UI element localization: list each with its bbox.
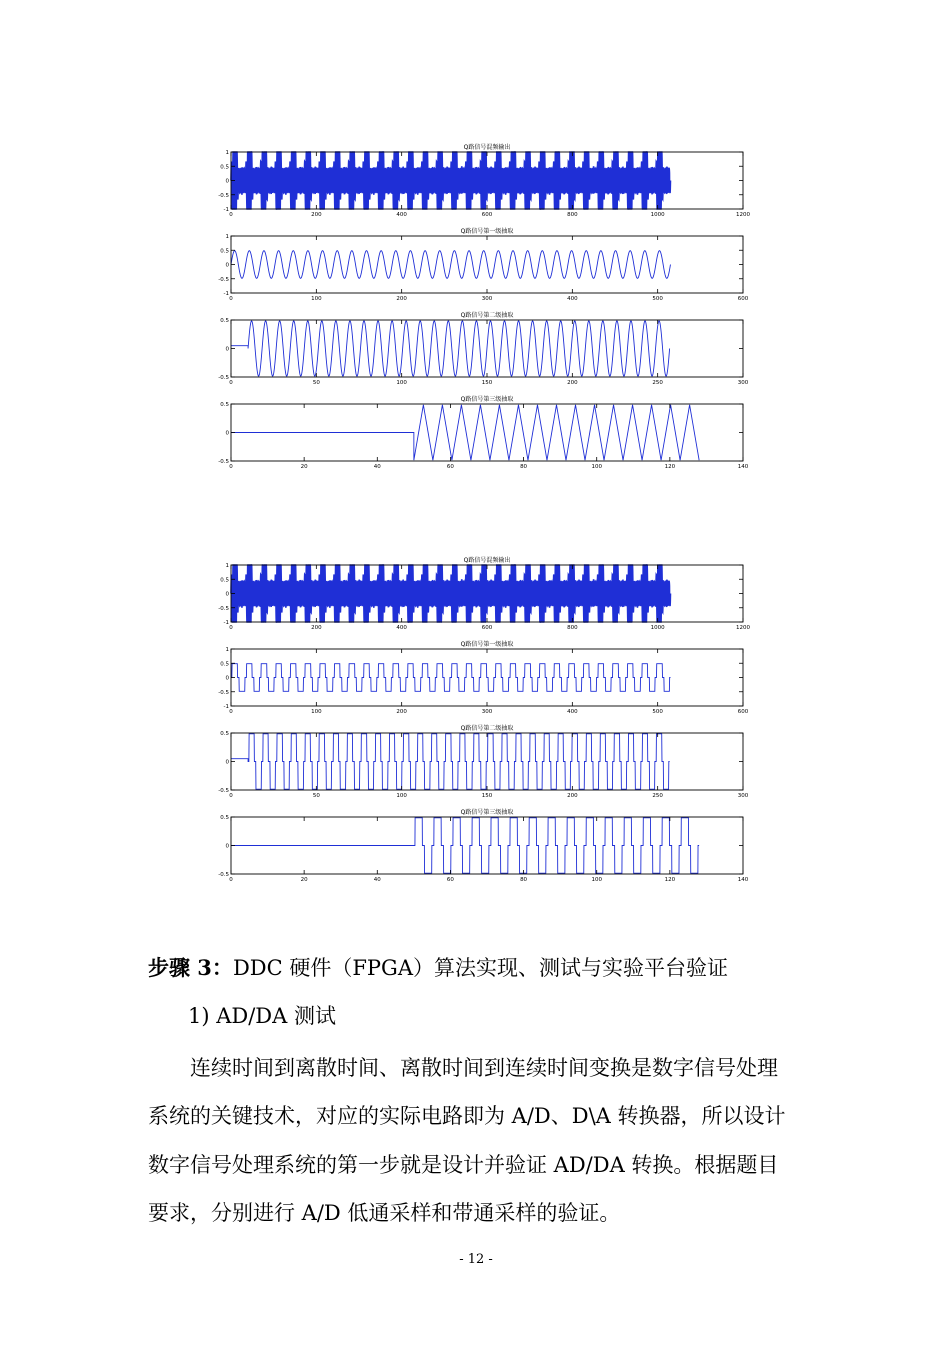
y-tick-label: 0 [225,430,229,437]
y-tick-label: 0.5 [220,402,229,408]
x-tick-label: 200 [567,793,578,799]
y-tick-label: 0 [225,675,229,682]
y-tick-label: -1 [223,620,229,626]
x-tick-label: 200 [396,709,407,715]
x-tick-label: 40 [373,464,381,470]
x-tick-label: 100 [591,464,602,470]
subplot-title: Q路信号混频输出 [463,557,511,564]
subplot-title: Q路信号第二级抽取 [460,312,514,319]
subplot-3 [218,311,748,386]
y-tick-label: 0.5 [220,731,229,737]
y-tick-label: 1 [225,150,229,156]
subplot-title: Q路信号第二级抽取 [460,725,514,732]
subplot-title: Q路信号第一级抽取 [460,641,514,648]
signal-line [231,734,670,789]
step-heading-bold: 步骤 3： [148,955,233,980]
y-tick-label: 0.5 [220,248,229,255]
y-tick-label: 0 [225,178,229,185]
x-tick-label: 300 [737,380,749,386]
y-tick-label: -0.5 [218,788,229,794]
subplot-title: Q路信号混频输出 [463,144,511,151]
x-tick-label: 150 [481,793,493,799]
y-tick-label: 0.5 [220,577,229,584]
y-tick-label: -0.5 [218,192,229,199]
x-tick-label: 400 [567,709,578,715]
subplot-2 [218,227,748,302]
x-tick-label: 800 [567,212,578,218]
figure-1 [195,140,775,485]
x-tick-label: 200 [311,625,322,631]
x-tick-label: 150 [481,380,493,386]
x-tick-label: 0 [229,625,233,631]
x-tick-label: 100 [396,380,407,386]
sub-heading: 1) AD/DA 测试 [188,1004,336,1028]
figure-1-svg [195,140,775,485]
signal-line [231,818,699,873]
x-tick-label: 400 [567,296,578,302]
subplot-2 [218,640,748,715]
y-tick-label: -0.5 [218,459,229,465]
x-tick-label: 200 [396,296,407,302]
x-tick-label: 1000 [650,625,665,631]
subplot-3 [218,724,748,799]
figure-2 [195,553,775,898]
y-tick-label: 0 [225,759,229,766]
y-tick-label: 0.5 [220,661,229,668]
x-tick-label: 80 [520,464,528,470]
x-tick-label: 40 [373,877,381,883]
x-tick-label: 50 [312,380,320,386]
x-tick-label: 300 [737,793,749,799]
x-tick-label: 300 [481,296,493,302]
y-tick-label: 0.5 [220,815,229,821]
x-tick-label: 100 [396,793,407,799]
subplot-title: Q路信号第三级抽取 [460,396,514,403]
x-tick-label: 120 [664,877,676,883]
x-tick-label: 100 [591,877,602,883]
y-tick-label: 0 [225,262,229,269]
y-tick-label: 0 [225,591,229,598]
x-tick-label: 80 [520,877,528,883]
step-heading [148,955,828,981]
subplot-title: Q路信号第三级抽取 [460,809,514,816]
x-tick-label: 800 [567,625,578,631]
x-tick-label: 0 [229,212,233,218]
subplot-4 [218,808,748,883]
signal-line [231,251,670,279]
paragraph-line: 连续时间到离散时间、离散时间到连续时间变换是数字信号处理 [190,1056,778,1080]
x-tick-label: 60 [446,877,454,883]
y-tick-label: 0.5 [220,164,229,171]
x-tick-label: 140 [737,877,749,883]
x-tick-label: 600 [481,212,493,218]
subplot-title: Q路信号第一级抽取 [460,228,514,235]
y-tick-label: -0.5 [218,276,229,283]
x-tick-label: 1000 [650,212,665,218]
y-tick-label: -1 [223,291,229,297]
x-tick-label: 250 [652,793,663,799]
signal-line [231,565,670,622]
y-tick-label: -0.5 [218,605,229,612]
x-tick-label: 0 [229,296,233,302]
y-tick-label: -1 [223,704,229,710]
signal-line [231,321,670,376]
signal-line [231,152,670,209]
x-tick-label: 20 [300,877,308,883]
y-tick-label: 1 [225,563,229,569]
x-tick-label: 500 [652,709,663,715]
x-tick-label: 400 [396,625,407,631]
x-tick-label: 20 [300,464,308,470]
x-tick-label: 100 [311,296,322,302]
x-tick-label: 1200 [736,625,750,631]
x-tick-label: 140 [737,464,749,470]
x-tick-label: 0 [229,464,233,470]
x-tick-label: 50 [312,793,320,799]
x-tick-label: 0 [229,380,233,386]
x-tick-label: 200 [311,212,322,218]
step-heading-rest: DDC 硬件（FPGA）算法实现、测试与实验平台验证 [232,956,728,980]
y-tick-label: -0.5 [218,689,229,696]
x-tick-label: 600 [737,296,749,302]
paragraph-line: 系统的关键技术，对应的实际电路即为 A/D、D\A 转换器，所以设计 [148,1104,786,1128]
x-tick-label: 600 [737,709,749,715]
x-tick-label: 250 [652,380,663,386]
subplot-1 [218,143,750,218]
x-tick-label: 1200 [736,212,750,218]
x-tick-label: 0 [229,709,233,715]
y-tick-label: -0.5 [218,872,229,878]
x-tick-label: 400 [396,212,407,218]
x-tick-label: 200 [567,380,578,386]
x-tick-label: 0 [229,877,233,883]
figure-2-svg [195,553,775,898]
signal-line [231,664,670,692]
x-tick-label: 120 [664,464,676,470]
y-tick-label: 1 [225,647,229,653]
x-tick-label: 500 [652,296,663,302]
y-tick-label: 0 [225,346,229,353]
paragraph-line: 数字信号处理系统的第一步就是设计并验证 AD/DA 转换。根据题目 [148,1153,779,1177]
page-number: - 12 - [459,1252,493,1267]
y-tick-label: 0 [225,843,229,850]
y-tick-label: -0.5 [218,375,229,381]
y-tick-label: 0.5 [220,318,229,324]
y-tick-label: 1 [225,234,229,240]
subplot-1 [218,556,750,631]
signal-line [231,405,699,460]
x-tick-label: 60 [446,464,454,470]
subplot-4 [218,395,748,470]
x-tick-label: 300 [481,709,493,715]
y-tick-label: -1 [223,207,229,213]
x-tick-label: 100 [311,709,322,715]
x-tick-label: 0 [229,793,233,799]
x-tick-label: 600 [481,625,493,631]
paragraph-line: 要求，分别进行 A/D 低通采样和带通采样的验证。 [148,1201,621,1225]
